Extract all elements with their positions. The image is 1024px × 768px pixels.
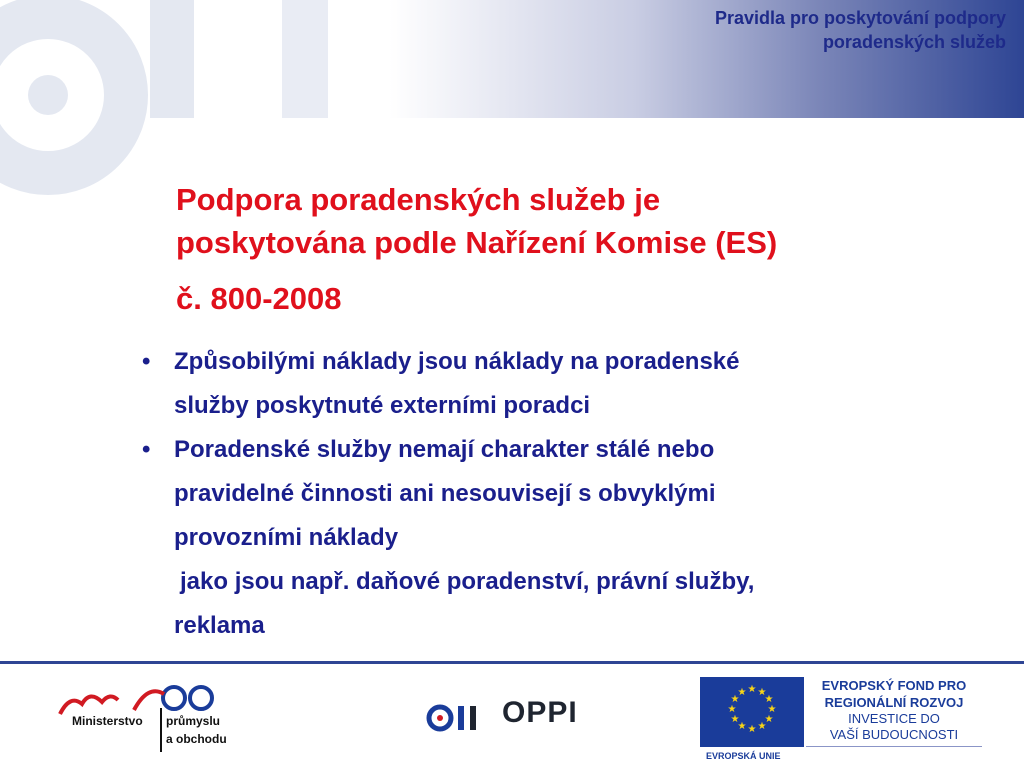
svg-text:★: ★ [747,684,757,695]
oppi-label: OPPI [502,696,578,729]
svg-text:★: ★ [764,694,774,705]
header-title-line1: Pravidla pro poskytování podpory [714,8,1006,28]
eu-line1: EVROPSKÝ FOND PRO [806,677,982,694]
slide-header-title [506,6,1006,54]
eu-fund-text [806,677,982,747]
eu-flag-icon [700,677,804,747]
eu-divider [806,746,982,747]
heading-line2: poskytována podle Nařízení Komise (ES) [176,225,778,260]
svg-text:★: ★ [767,704,777,715]
footer-divider [0,661,1024,664]
svg-text:★: ★ [747,724,757,735]
svg-text:★: ★ [730,714,740,725]
bullet-symbol: • [142,436,151,463]
mpo-line2: průmyslu [166,714,221,728]
svg-text:★: ★ [727,704,737,715]
svg-text:★: ★ [737,687,747,698]
bullet-item [140,340,1010,428]
eu-line4: VAŠÍ BUDOUCNOSTI [829,727,959,742]
bullet-symbol: • [142,348,151,375]
svg-text:★: ★ [730,694,740,705]
bullet-line: služby poskytnuté externími poradci [174,392,591,419]
mpo-logo [56,680,256,756]
svg-text:★: ★ [757,721,767,732]
header-title-line2: poradenských služeb [822,32,1006,52]
svg-text:★: ★ [764,714,774,725]
svg-text:★: ★ [737,721,747,732]
eu-line3: INVESTICE DO [848,711,940,726]
eu-line2: REGIONÁLNÍ ROZVOJ [806,694,982,711]
mpo-line1: Ministerstvo [72,714,143,728]
bullet-item [140,428,1010,560]
bullet-line: Poradenské služby nemají charakter stálé nebo [174,436,715,463]
oppi-emblem-icon [426,692,498,742]
continuation-text [140,560,1010,648]
continuation-line2: reklama [174,612,265,639]
bullet-line: Způsobilými náklady jsou náklady na poradenské [174,348,740,375]
mpo-line3: a obchodu [166,732,227,746]
bullet-line: pravidelné činnosti ani nesouvisejí s obvyklými [174,480,716,507]
heading-line1: Podpora poradenských služeb je [176,182,661,217]
bullet-line: provozními náklady [174,524,399,551]
eu-label: EVROPSKÁ UNIE [706,751,781,761]
oppi-logo [426,692,596,742]
heading-line3: č. 800-2008 [176,281,342,316]
continuation-line1: jako jsou např. daňové poradenství, právní služby, [180,568,755,595]
svg-text:★: ★ [757,687,767,698]
slide-heading [176,178,976,320]
bullet-list [140,340,1010,648]
